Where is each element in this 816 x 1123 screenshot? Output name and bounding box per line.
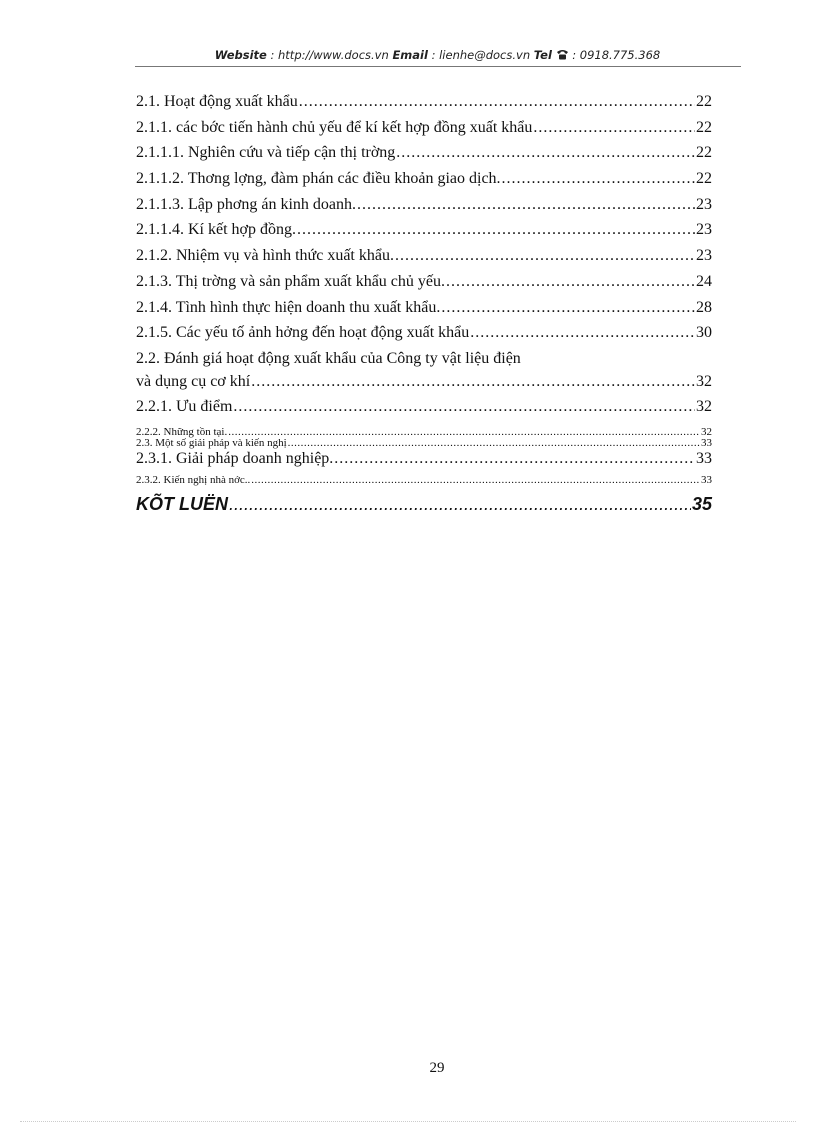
toc-entry-page: 23 (696, 195, 712, 213)
dot-leader (251, 474, 700, 486)
toc-entry-page: 23 (696, 247, 712, 265)
conclusion-page: 35 (691, 493, 712, 514)
toc-entry-page: 28 (696, 298, 712, 316)
toc-entry-page: 33 (696, 449, 712, 467)
header-divider (135, 66, 741, 67)
toc-entry-page: 24 (696, 272, 712, 290)
toc-entry-label: 2.3.1. Giải pháp doanh nghiệp. (136, 449, 334, 467)
toc-entry-page: 23 (696, 221, 712, 239)
tel-value: : 0918.775.368 (572, 48, 661, 62)
toc-entry-page: 33 (701, 474, 712, 487)
toc-entry-label: 2.1. Hoạt động xuất khẩu (136, 93, 298, 110)
dot-leader (229, 492, 691, 516)
toc-entry-label: 2.1.2. Nhiệm vụ và hình thức xuất khẩu. (136, 247, 394, 265)
toc-entry[interactable] (136, 298, 712, 324)
toc-entry[interactable] (136, 92, 712, 118)
toc-entry-label: 2.1.1.2. Thơng lợng, đàm phán các điều khoản giao dịch. (136, 170, 501, 188)
toc-entry[interactable] (136, 195, 712, 221)
dot-leader (334, 449, 695, 469)
toc-entry[interactable] (136, 426, 712, 438)
table-of-contents (136, 92, 712, 522)
toc-entry-page: 22 (696, 170, 712, 188)
toc-entry-conclusion[interactable] (136, 492, 712, 522)
toc-entry-label: 2.1.1.1. Nghiên cứu và tiếp cận thị trờng (136, 144, 396, 162)
toc-entry-page: 32 (696, 397, 712, 415)
toc-entry[interactable] (136, 143, 712, 169)
toc-entry[interactable] (136, 323, 712, 349)
website-label: Website (214, 48, 267, 62)
toc-entry-label: 2.1.3. Thị trờng và sản phẩm xuất khẩu chủ yếu. (136, 272, 445, 290)
toc-entry-label: 2.2.2. Những tồn tại. (136, 425, 228, 438)
dot-leader (297, 220, 695, 240)
toc-entry-label: 2.1.1. các bớc tiến hành chủ yếu để kí kết hợp đồng xuất khẩu (136, 118, 533, 136)
dot-leader (533, 118, 695, 138)
conclusion-label: KÕT LUËN (136, 493, 228, 514)
toc-entry-label: 2.1.1.3. Lập phơng án kinh doanh. (136, 195, 356, 213)
dot-leader (233, 397, 695, 417)
toc-entry[interactable] (136, 169, 712, 195)
dot-leader (395, 246, 695, 266)
toc-entry-page: 22 (696, 118, 712, 136)
page-number: 29 (429, 1060, 445, 1076)
toc-entry-label: 2.1.4. Tình hình thực hiện doanh thu xuất khẩu. (136, 298, 441, 316)
toc-entry[interactable] (136, 397, 712, 423)
toc-entry-page: 32 (701, 425, 712, 438)
dot-leader (396, 143, 695, 163)
toc-entry-continuation (136, 372, 712, 397)
tel-label: Tel (533, 48, 552, 62)
toc-entry-label: 2.2.1. Ưu điểm (136, 397, 233, 415)
dot-leader (446, 272, 695, 292)
toc-entry[interactable] (136, 437, 712, 449)
toc-entry[interactable] (136, 474, 712, 486)
toc-entry-page: 30 (696, 324, 712, 342)
dot-leader (357, 195, 695, 215)
toc-entry-label-continued: và dụng cụ cơ khí (136, 372, 251, 390)
website-value: : http://www.docs.vn (270, 48, 389, 62)
toc-entry[interactable] (136, 220, 712, 246)
toc-entry[interactable] (136, 272, 712, 298)
toc-entry[interactable] (136, 349, 712, 397)
dot-leader (288, 437, 700, 449)
dot-leader (251, 372, 695, 392)
toc-entry-label: 2.3. Một số giải pháp và kiến nghị (136, 437, 287, 450)
bottom-divider (20, 1121, 796, 1122)
toc-entry[interactable] (136, 118, 712, 144)
toc-entry-page: 22 (696, 93, 712, 110)
email-label: Email (392, 48, 428, 62)
dot-leader (228, 426, 700, 438)
toc-entry[interactable] (136, 246, 712, 272)
dot-leader (441, 298, 695, 318)
toc-entry-page: 32 (696, 372, 712, 390)
page-header (135, 48, 740, 62)
dot-leader (299, 92, 695, 112)
dot-leader (470, 323, 695, 343)
toc-entry-page: 22 (696, 144, 712, 162)
toc-entry-label: 2.3.2. Kiến nghị nhà nớc.. (136, 474, 251, 487)
dot-leader (502, 169, 695, 189)
toc-entry-label: 2.2. Đánh giá hoạt động xuất khẩu của Công ty vật liệu điện (136, 349, 521, 367)
toc-entry-label: 2.1.5. Các yếu tố ảnh hởng đến hoạt động xuất khẩu (136, 324, 470, 342)
email-value: : lienhe@docs.vn (431, 48, 531, 62)
toc-entry-label: 2.1.1.4. Kí kết hợp đồng. (136, 221, 297, 239)
toc-entry[interactable] (136, 449, 712, 475)
phone-icon (556, 49, 569, 60)
toc-entry-page: 33 (701, 437, 712, 450)
